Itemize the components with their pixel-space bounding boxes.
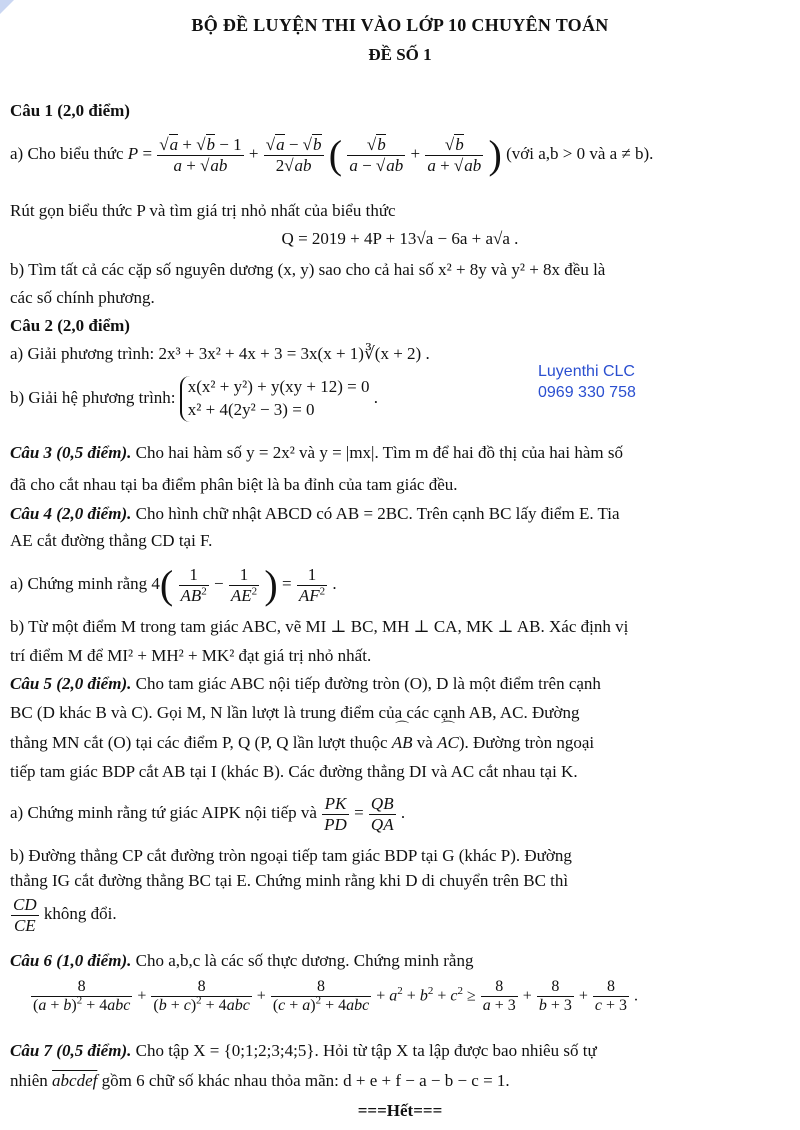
q5-line4: tiếp tam giác BDP cắt AB tại I (khác B). Các đường thẳng DI và AC cắt nhau tại K.	[10, 762, 578, 781]
q3-line2: đã cho cắt nhau tại ba điểm phân biệt là ba đỉnh của tam giác đều.	[10, 475, 458, 494]
q5-text3c: ). Đường tròn ngoại	[458, 733, 595, 752]
q5b-line3	[10, 895, 788, 935]
q4a-fraction-1: $\frac{1}{AB^2}$	[180, 565, 207, 605]
q4-line2: AE cắt đường thẳng CD tại F.	[10, 531, 213, 550]
q4-text1: Cho hình chữ nhật ABCD có AB = 2BC. Trên cạnh BC lấy điểm E. Tia	[135, 504, 620, 523]
q4-line1	[10, 503, 788, 524]
q1b-line1: b) Tìm tất cả các cặp số nguyên dương (x, y) sao cho cả hai số x² + 8y và y² + 8x đều là	[10, 260, 606, 279]
q5-line2: BC (D khác B và C). Gọi M, N lần lượt là trung điểm của các cạnh AB, AC. Đường	[10, 703, 580, 722]
q5a-fraction-1: $\frac{PK}{PD}$	[324, 794, 347, 834]
q5a-lead: a) Chứng minh rằng tứ giác AIPK nội tiếp và	[10, 802, 317, 822]
end-marker: ===Hết===	[357, 1101, 443, 1120]
q6-fraction-6: $\frac{8}{c + 3}$	[594, 978, 628, 1015]
q4-heading: Câu 4 (2,0 điểm).	[10, 504, 132, 523]
q1b-line2: các số chính phương.	[10, 288, 155, 307]
q7-line1	[10, 1040, 788, 1061]
q1-heading: Câu 1 (2,0 điểm)	[10, 101, 130, 120]
q6-inequality: $\frac{8}{(a + b)^2 + 4abc}$ + $\frac{8}{(b + c)^2 + 4abc}$ + $\frac{8}{(c + a)^2 + 4abc}$ + $a^2 + b^2 + c^2$ ≥ $\frac{8}{a + 3}$ + $\frac{8}{b + 3}$ + $\frac{8}{c + 3}$ .	[33, 978, 639, 1015]
q6-fraction-1: $\frac{8}{(a + b)^2 + 4abc}$	[33, 978, 131, 1015]
q6-fraction-4: $\frac{8}{a + 3}$	[482, 978, 516, 1015]
arc-ab-label: AB	[391, 733, 413, 752]
q2b-lead: b) Giải hệ phương trình:	[10, 387, 176, 407]
q2a-line: a) Giải phương trình: 2x³ + 3x² + 4x + 3 = 3x(x + 1)∛(x + 2) .	[10, 344, 430, 363]
q3-heading: Câu 3 (0,5 điểm).	[10, 443, 132, 462]
q7-text2a: nhiên	[10, 1071, 48, 1090]
document-title: BỘ ĐỀ LUYỆN THI VÀO LỚP 10 CHUYÊN TOÁN	[191, 15, 609, 35]
q5-text1: Cho tam giác ABC nội tiếp đường tròn (O), D là một điểm trên cạnh	[135, 674, 601, 693]
q5-line1	[10, 673, 788, 694]
q7-heading: Câu 7 (0,5 điểm).	[10, 1041, 132, 1060]
arc-ac	[437, 732, 459, 753]
q1a-fraction-2: $\frac{√a - √b}{2√ab}$	[265, 135, 322, 175]
q1-q-expression: Q = 2019 + 4P + 13√a − 6a + a√a .	[281, 229, 519, 248]
q1a-fraction-3: $\frac{√b}{a - √ab}$	[349, 135, 404, 175]
q6-text1: Cho a,b,c là các số thực dương. Chứng minh rằng	[135, 951, 474, 970]
q6-line1	[10, 950, 788, 971]
q5b-line1: b) Đường thẳng CP cắt đường tròn ngoại tiếp tam giác BDP tại G (khác P). Đường	[10, 846, 572, 865]
q1a-simplify: Rút gọn biểu thức P và tìm giá trị nhỏ nhất của biểu thức	[10, 201, 396, 220]
q4a-lead: a) Chứng minh rằng	[10, 573, 148, 593]
q7-overline-number: abcdef	[52, 1071, 98, 1090]
q5-heading: Câu 5 (2,0 điểm).	[10, 674, 132, 693]
q6-heading: Câu 6 (1,0 điểm).	[10, 951, 132, 970]
arc-ab	[392, 732, 413, 753]
q5-text3a: thẳng MN cắt (O) tại các điểm P, Q (P, Q lần lượt thuộc	[10, 733, 388, 752]
q4b-line2: trí điểm M để MI² + MH² + MK² đạt giá trị nhỏ nhất.	[10, 646, 372, 665]
q1a-condition: (với a,b > 0 và a ≠ b).	[506, 143, 654, 163]
q2b-system	[180, 376, 370, 422]
q4a-fraction-2: $\frac{1}{AE^2}$	[230, 565, 258, 605]
q4b-line1: b) Từ một điểm M trong tam giác ABC, vẽ MI ⊥ BC, MH ⊥ CA, MK ⊥ AB. Xác định vị	[10, 617, 629, 636]
watermark-name: Luyenthi CLC	[538, 363, 635, 380]
q1a-lead: a) Cho biểu thức	[10, 143, 124, 163]
q4a-line: a) Chứng minh rằng 4( $\frac{1}{AB^2}$ − $\frac{1}{AE^2}$ ) = $\frac{1}{AF^2}$ .	[10, 562, 337, 608]
q5b-fraction: $\frac{CD}{CE}$	[13, 895, 37, 935]
q3-text1: Cho hai hàm số y = 2x² và y = |mx|. Tìm m để hai đồ thị của hai hàm số	[135, 443, 623, 462]
q2b-eq2: x² + 4(2y² − 3) = 0	[187, 399, 315, 419]
q7-text2b: gồm 6 chữ số khác nhau thỏa mãn: d + e + f − a − b − c = 1.	[101, 1071, 510, 1090]
q7-text1: Cho tập X = {0;1;2;3;4;5}. Hỏi từ tập X ta lập được bao nhiêu số tự	[135, 1041, 597, 1060]
document-subtitle: ĐỀ SỐ 1	[368, 45, 432, 64]
q1a-fraction-1: $\frac{√a + √b - 1}{a + √ab}$	[159, 135, 242, 175]
q2b-line: b) Giải hệ phương trình: x(x² + y²) + y(xy + 12) = 0 x² + 4(2y² − 3) = 0 .	[10, 376, 788, 422]
q5a-fraction-2: $\frac{QB}{QA}$	[370, 794, 394, 834]
q3-line1	[10, 442, 788, 463]
q1a-line: a) Cho biểu thức P = $\frac{√a + √b - 1}{a + √ab}$ + $\frac{√a - √b}{2√ab}$ ( $\frac{√b}{a - √ab}$ + $\frac{√b}{a + √ab}$ ) (với a,b > 0 và a ≠ b).	[10, 132, 654, 178]
q1a-fraction-4: $\frac{√b}{a + √ab}$	[427, 135, 482, 175]
q5a-line: a) Chứng minh rằng tứ giác AIPK nội tiếp và $\frac{PK}{PD}$ = $\frac{QB}{QA}$ .	[10, 794, 406, 834]
q2-heading: Câu 2 (2,0 điểm)	[10, 316, 130, 335]
q2b-eq1: x(x² + y²) + y(xy + 12) = 0	[187, 377, 370, 396]
watermark-phone: 0969 330 758	[538, 384, 636, 401]
q5-text3b: và	[416, 733, 433, 752]
q5b-tail: không đổi.	[43, 903, 117, 923]
q7-line2	[10, 1070, 788, 1091]
q6-fraction-2: $\frac{8}{(b + c)^2 + 4abc}$	[153, 978, 250, 1015]
q5b-line2: thẳng IG cắt đường thẳng BC tại E. Chứng minh rằng khi D di chuyển trên BC thì	[10, 871, 569, 890]
q6-fraction-3: $\frac{8}{(c + a)^2 + 4abc}$	[272, 978, 370, 1015]
q6-fraction-5: $\frac{8}{b + 3}$	[538, 978, 572, 1015]
arc-ac-label: AC	[437, 733, 459, 752]
q5-line3	[10, 732, 788, 753]
q4a-fraction-3: $\frac{1}{AF^2}$	[298, 565, 326, 605]
